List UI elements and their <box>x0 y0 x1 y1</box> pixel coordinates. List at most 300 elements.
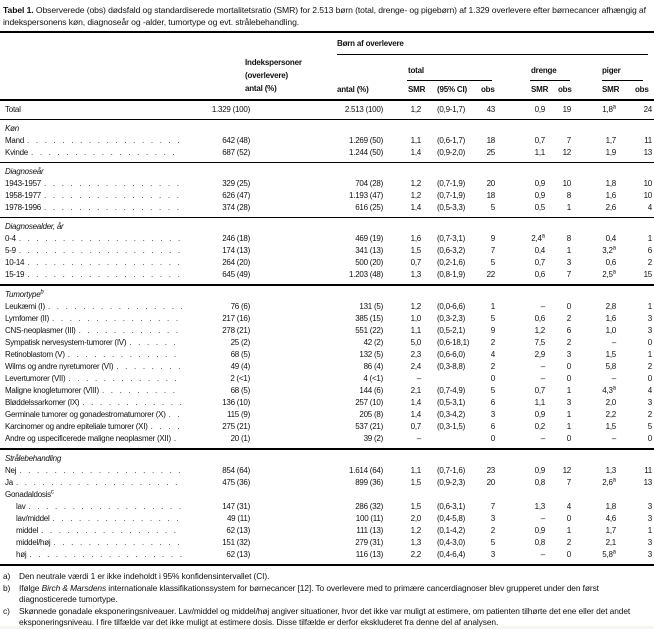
row-label <box>0 349 188 361</box>
header-col-smr-drenge: SMR <box>531 85 549 94</box>
cell: 0,8 <box>534 478 545 487</box>
cell: 2,4$^a$ <box>531 233 545 243</box>
cell: 385 (15) <box>355 314 383 323</box>
footnote-text: Ifølge Birch & Marsdens internationale klassifikationssystem for børnecancer [12]. To overlevere med to primære cancerdiagnoser blev grupperet under den først diagnosticerede tumortype. <box>19 582 599 605</box>
cell: 2 (<1) <box>230 374 250 383</box>
footnote-b <box>3 583 650 606</box>
cell: 5 <box>490 386 495 395</box>
cell: (0,6-3,2) <box>437 246 465 255</box>
cell: 5 <box>490 203 495 212</box>
cell: 136 (10) <box>222 398 250 407</box>
cell: 1,6 <box>605 191 616 200</box>
cell: 1,1 <box>410 326 421 335</box>
cell: 7 <box>566 270 571 279</box>
table-row <box>0 513 654 525</box>
cell: 475 (36) <box>222 478 250 487</box>
header-rule-piger <box>602 80 643 81</box>
cell: 1,9 <box>605 148 616 157</box>
section-heading: Diagnoseår <box>5 167 44 176</box>
cell: 86 (4) <box>363 362 383 371</box>
cell <box>423 373 481 385</box>
cell: 4 <box>647 386 652 395</box>
cell: 115 (9) <box>226 410 250 419</box>
dot-leader <box>19 233 182 245</box>
header-col-obs-total: obs <box>481 85 495 94</box>
cell: 2,8 <box>605 302 616 311</box>
cell: 7 <box>490 502 495 511</box>
row-label <box>0 513 188 525</box>
row-label <box>0 178 188 190</box>
table-title-text: Observerede (obs) dødsfald og standardiserede mortalitetsratio (SMR) for 2.513 børn (total, drenge- og pigebørn) af 1.329 overlevere efter børnecancer afhængig af indekspersonens køn, diagnoseår og -alder, tumortype og evt. strålebehandling. <box>3 5 646 27</box>
footnote-marker: a) <box>3 571 11 581</box>
section-heading-row <box>0 218 654 234</box>
cell: 0 <box>566 374 571 383</box>
row-label-text: 15-19 <box>5 270 25 279</box>
header-col-obs-piger: obs <box>635 85 649 94</box>
cell: 20 <box>486 478 495 487</box>
footnote-marker: c) <box>3 605 10 616</box>
dot-leader <box>27 269 182 281</box>
cell: 0 <box>566 550 571 559</box>
dot-leader <box>68 373 182 385</box>
cell: 2,0 <box>605 398 616 407</box>
table-section <box>0 218 654 286</box>
row-label <box>0 421 188 433</box>
cell: 9 <box>490 234 495 243</box>
section-heading-row <box>0 285 654 301</box>
cell: 10 <box>643 191 652 200</box>
cell: 341 (13) <box>355 246 383 255</box>
cell: 111 (13) <box>356 526 383 535</box>
table-section <box>0 101 654 120</box>
section-heading-row <box>0 163 654 179</box>
cell: 7,5 <box>534 338 545 347</box>
row-label-text: Mand <box>5 136 25 145</box>
dot-leader <box>41 525 182 537</box>
cell: 4 <box>566 502 571 511</box>
cell: – <box>611 434 616 443</box>
cell: 132 (5) <box>359 350 383 359</box>
dot-leader <box>44 190 182 202</box>
cell: 1 <box>647 526 652 535</box>
table-row <box>0 549 654 565</box>
cell: 1,5 <box>605 422 616 431</box>
cell: 1 <box>647 350 652 359</box>
dot-leader <box>82 397 182 409</box>
table-section <box>0 285 654 449</box>
cell: 3 <box>490 550 495 559</box>
table-row <box>0 537 654 549</box>
footnote-marker-sup: a <box>612 269 616 276</box>
cell: 1,8 <box>605 502 616 511</box>
cell: 1,8 <box>605 179 616 188</box>
row-label <box>0 325 188 337</box>
row-label <box>0 135 188 147</box>
dot-leader <box>27 257 182 269</box>
row-label <box>0 385 188 397</box>
row-label-text: Kvinde <box>5 148 28 157</box>
table-row <box>0 349 654 361</box>
cell: 469 (19) <box>355 234 383 243</box>
cell: 537 (21) <box>355 422 383 431</box>
row-label <box>0 101 188 120</box>
cell: 2 <box>647 362 652 371</box>
cell: 1,2 <box>410 191 421 200</box>
row-label-text: 5-9 <box>5 246 16 255</box>
cell: 151 (32) <box>222 538 250 547</box>
cell: 2,6$^a$ <box>602 477 616 487</box>
row-label-text: høj <box>16 550 27 559</box>
cell: 2.513 (100) <box>344 105 383 114</box>
header-born-af-overlevere: Børn af overlevere <box>337 39 404 48</box>
table-row <box>0 525 654 537</box>
dot-leader <box>29 549 182 561</box>
cell: 2,1 <box>410 386 421 395</box>
cell: 0,7 <box>410 422 421 431</box>
footnote-marker-sup: a <box>612 245 616 252</box>
cell: 76 (6) <box>230 302 250 311</box>
cell: 0 <box>647 434 652 443</box>
cell: 1,5 <box>410 478 421 487</box>
cell: 1 <box>566 246 571 255</box>
cell: 3 <box>490 410 495 419</box>
cell: (0,3-8,8) <box>437 362 465 371</box>
cell: 1,1 <box>410 466 421 475</box>
cell: (0,9-2,3) <box>437 478 465 487</box>
cell: 7 <box>566 478 571 487</box>
row-label-text: middel <box>16 526 39 535</box>
table-row <box>0 385 654 397</box>
row-label-text: lav/middel <box>16 514 50 523</box>
table-row <box>0 325 654 337</box>
cell: 1,2 <box>534 326 545 335</box>
cell: 1,2 <box>410 179 421 188</box>
cell: 24 <box>643 105 652 114</box>
section-heading: Strålebehandling <box>5 454 62 463</box>
cell: 2,9 <box>534 350 545 359</box>
cell: 1,0 <box>410 314 421 323</box>
cell: 8 <box>566 191 571 200</box>
cell: 551 (22) <box>355 326 383 335</box>
cell: 1 <box>647 302 652 311</box>
cell: 0 <box>490 434 495 443</box>
header-col-obs-drenge: obs <box>558 85 572 94</box>
cell: (0,9-2,0) <box>437 148 465 157</box>
table-row <box>0 147 654 163</box>
footnote-marker-sup: a <box>612 104 616 111</box>
header-group-total: total <box>408 66 424 75</box>
cell: 1,3 <box>410 270 421 279</box>
cell: 9 <box>490 326 495 335</box>
dot-leader <box>129 337 182 349</box>
cell: 0,9 <box>534 466 545 475</box>
cell: (0,6-1,7) <box>437 136 465 145</box>
cell: 1,1 <box>534 398 545 407</box>
cell: – <box>611 338 616 347</box>
table-row <box>0 409 654 421</box>
cell: 1,3 <box>534 502 545 511</box>
cell <box>423 433 481 449</box>
cell: – <box>416 434 421 443</box>
cell: 3,2$^a$ <box>602 245 616 255</box>
table-row <box>0 361 654 373</box>
cell: 645 (49) <box>222 270 250 279</box>
cell: 0 <box>566 362 571 371</box>
footnote-c <box>3 606 650 629</box>
cell: 12 <box>562 148 571 157</box>
cell: 2,3 <box>410 350 421 359</box>
cell: 2,4 <box>410 362 421 371</box>
header-rule-drenge <box>530 80 570 81</box>
cell: 20 (1) <box>230 434 250 443</box>
table-header <box>0 33 654 101</box>
dot-leader <box>28 501 182 513</box>
cell: 616 (25) <box>355 203 383 212</box>
cell: 6 <box>647 246 652 255</box>
table-row <box>0 190 654 202</box>
cell: 278 (21) <box>222 326 250 335</box>
cell: 275 (21) <box>222 422 250 431</box>
subsection-heading: Gonadaldosis$^c$ <box>5 489 54 499</box>
cell: 0,4 <box>605 234 616 243</box>
cell: 1,1 <box>410 136 421 145</box>
cell: 3 <box>647 314 652 323</box>
cell: 4 <box>647 203 652 212</box>
cell: 279 (31) <box>355 538 383 547</box>
table-section <box>0 120 654 163</box>
row-label <box>0 465 188 477</box>
table-section <box>0 449 654 565</box>
cell: (0,6-6,0) <box>437 350 465 359</box>
cell: 2 <box>566 314 571 323</box>
cell: (0,4-5,8) <box>437 514 465 523</box>
section-heading-row <box>0 120 654 136</box>
row-label-text: Retinoblastom (V) <box>5 350 65 359</box>
cell: 10 <box>562 179 571 188</box>
cell: 5 <box>490 538 495 547</box>
cell: 2 <box>566 538 571 547</box>
table-row <box>0 313 654 325</box>
footnote-marker-sup: a <box>541 233 545 240</box>
header-col-smr-total: SMR <box>408 85 426 94</box>
row-label-text: Germinale tumorer og gonadestromatumorer (X) <box>5 410 166 419</box>
row-label-text: Total <box>5 105 21 114</box>
cell: 257 (10) <box>355 398 383 407</box>
cell: 1,5 <box>410 246 421 255</box>
cell: 23 <box>486 466 495 475</box>
cell: 1,7 <box>605 136 616 145</box>
cell: 2 <box>490 526 495 535</box>
cell: 7 <box>490 246 495 255</box>
cell: 10 <box>643 179 652 188</box>
cell: 4,6 <box>605 514 616 523</box>
cell: 246 (18) <box>222 234 250 243</box>
table-row <box>0 233 654 245</box>
footnote-text: Den neutrale værdi 1 er ikke indeholdt i 95% konfidensintervallet (CI). <box>19 571 270 581</box>
section-heading: Køn <box>5 124 19 133</box>
cell: 0 <box>490 374 495 383</box>
cell: 6 <box>566 326 571 335</box>
dot-leader <box>48 301 182 313</box>
cell: 18 <box>486 136 495 145</box>
cell: 18 <box>486 191 495 200</box>
cell: (0,6-18,1) <box>437 338 470 347</box>
cell: 687 (52) <box>222 148 250 157</box>
cell: 1,5 <box>410 502 421 511</box>
cell: 1,4 <box>410 148 421 157</box>
cell: 1,4 <box>410 203 421 212</box>
cell: 1,5 <box>605 350 616 359</box>
cell: (0,9-1,7) <box>437 105 465 114</box>
cell: 5 <box>490 314 495 323</box>
cell: 1,7 <box>605 526 616 535</box>
cell: 0,6 <box>534 270 545 279</box>
cell: – <box>540 550 545 559</box>
cell: 1,2 <box>410 526 421 535</box>
header-col-ci-total: (95% CI) <box>437 85 467 94</box>
row-label <box>0 337 188 349</box>
cell: 5 <box>647 422 652 431</box>
cell: 20 <box>486 179 495 188</box>
row-label <box>0 537 188 549</box>
dot-leader <box>27 135 182 147</box>
cell: 2,5$^a$ <box>602 269 616 279</box>
cell: 0,4 <box>534 246 545 255</box>
table-row <box>0 433 654 449</box>
table-row <box>0 135 654 147</box>
cell: 1.244 (50) <box>349 148 383 157</box>
cell: 3 <box>647 398 652 407</box>
cell: 116 (13) <box>355 550 383 559</box>
table-row <box>0 397 654 409</box>
dot-leader <box>68 349 182 361</box>
cell: 1,6 <box>605 314 616 323</box>
cell: 1,0 <box>605 326 616 335</box>
cell: 626 (47) <box>222 191 250 200</box>
cell: 2,0 <box>410 514 421 523</box>
cell: 0,6 <box>534 314 545 323</box>
footnote-a <box>3 571 650 583</box>
cell: 0,9 <box>534 191 545 200</box>
cell: 5,8$^a$ <box>602 549 616 559</box>
cell: 62 (13) <box>226 550 250 559</box>
cell: 2 <box>566 338 571 347</box>
cell: 15 <box>643 270 652 279</box>
cell: 3 <box>647 538 652 547</box>
cell: 174 (13) <box>222 246 250 255</box>
table-row <box>0 178 654 190</box>
cell: 7 <box>566 136 571 145</box>
cell: 0,5 <box>534 203 545 212</box>
cell: 5 <box>490 258 495 267</box>
subheading-row <box>0 489 654 501</box>
cell: 2,2 <box>410 550 421 559</box>
cell: 13 <box>643 148 652 157</box>
row-label <box>0 301 188 313</box>
cell: 4 <box>490 350 495 359</box>
row-label-text: 1958-1977 <box>5 191 42 200</box>
cell: (0,7-3,1) <box>437 234 465 243</box>
cell: 100 (11) <box>355 514 383 523</box>
cell: 68 (5) <box>230 386 250 395</box>
section-heading-row <box>0 449 654 465</box>
footnote-marker: b) <box>3 582 11 593</box>
cell: (0,5-3,1) <box>437 398 465 407</box>
cell: 1 <box>566 526 571 535</box>
cell: (0,7-1,9) <box>437 191 465 200</box>
header-col-antal: antal (%) <box>337 85 369 94</box>
cell: 62 (13) <box>226 526 250 535</box>
cell: 642 (48) <box>222 136 250 145</box>
cell: 11 <box>644 466 652 475</box>
row-label <box>0 269 188 285</box>
cell: 11 <box>644 136 652 145</box>
cell: 0,7 <box>410 258 421 267</box>
cell: 0 <box>566 434 571 443</box>
cell: (0,3-4,2) <box>437 410 465 419</box>
table-row <box>0 477 654 489</box>
cell: 0,7 <box>534 386 545 395</box>
cell: – <box>540 374 545 383</box>
dot-leader <box>19 465 182 477</box>
row-label <box>0 501 188 513</box>
cell: – <box>611 374 616 383</box>
cell: 899 (36) <box>355 478 383 487</box>
row-label-text: Ja <box>5 478 13 487</box>
table-row <box>0 421 654 433</box>
row-label <box>0 433 188 449</box>
header-group-drenge: drenge <box>531 66 557 75</box>
cell: 500 (20) <box>355 258 383 267</box>
cell: 1 <box>566 410 571 419</box>
header-group-piger: piger <box>602 66 621 75</box>
cell: 1 <box>566 386 571 395</box>
cell: 1,8$^a$ <box>602 104 616 114</box>
cell: 264 (20) <box>222 258 250 267</box>
dot-leader <box>19 245 182 257</box>
dot-leader <box>151 421 182 433</box>
cell: 3 <box>647 502 652 511</box>
row-label-text: middel/høj <box>16 538 51 547</box>
cell: 1,2 <box>410 302 421 311</box>
cell: 329 (25) <box>222 179 250 188</box>
cell: 43 <box>486 105 495 114</box>
cell: – <box>540 514 545 523</box>
cell: 2 <box>647 410 652 419</box>
cell: 0,9 <box>534 105 545 114</box>
header-indekspersoner: Indekspersoner (overlevere) antal (%) <box>245 58 302 93</box>
mortality-table <box>0 101 654 566</box>
cell: 3 <box>647 514 652 523</box>
row-label-text: Leukæmi (I) <box>5 302 45 311</box>
footnote-text: Skønnede gonadale eksponeringsniveauer. Lav/middel og middel/høj angiver situationer, hvor det ikke var muligt at estimere, om patienten tilhørte det ene eller det andet eksponeringsniveau. I fire tilfælde var det ikke muligt at estimere dosis. Disse tilfælde er derfor ekskluderet fra denne del af analysen. <box>19 605 631 628</box>
cell: 147 (31) <box>222 502 250 511</box>
dot-leader <box>53 513 182 525</box>
cell: (0,8-1,9) <box>437 270 465 279</box>
row-label-text: CNS-neoplasmer (III) <box>5 326 76 335</box>
cell: 1,2 <box>410 105 421 114</box>
row-label-text: lav <box>16 502 26 511</box>
cell: 1 <box>566 203 571 212</box>
cell: 1 <box>490 302 495 311</box>
cell: (0,4-6,4) <box>437 550 465 559</box>
row-label-text: Karcinomer og andre epiteliale tumorer (XI) <box>5 422 148 431</box>
footnote-marker-sup: a <box>612 549 616 556</box>
row-label <box>0 233 188 245</box>
table-section <box>0 163 654 218</box>
cell: 1,3 <box>410 538 421 547</box>
footnote-marker-sup: a <box>612 477 616 484</box>
